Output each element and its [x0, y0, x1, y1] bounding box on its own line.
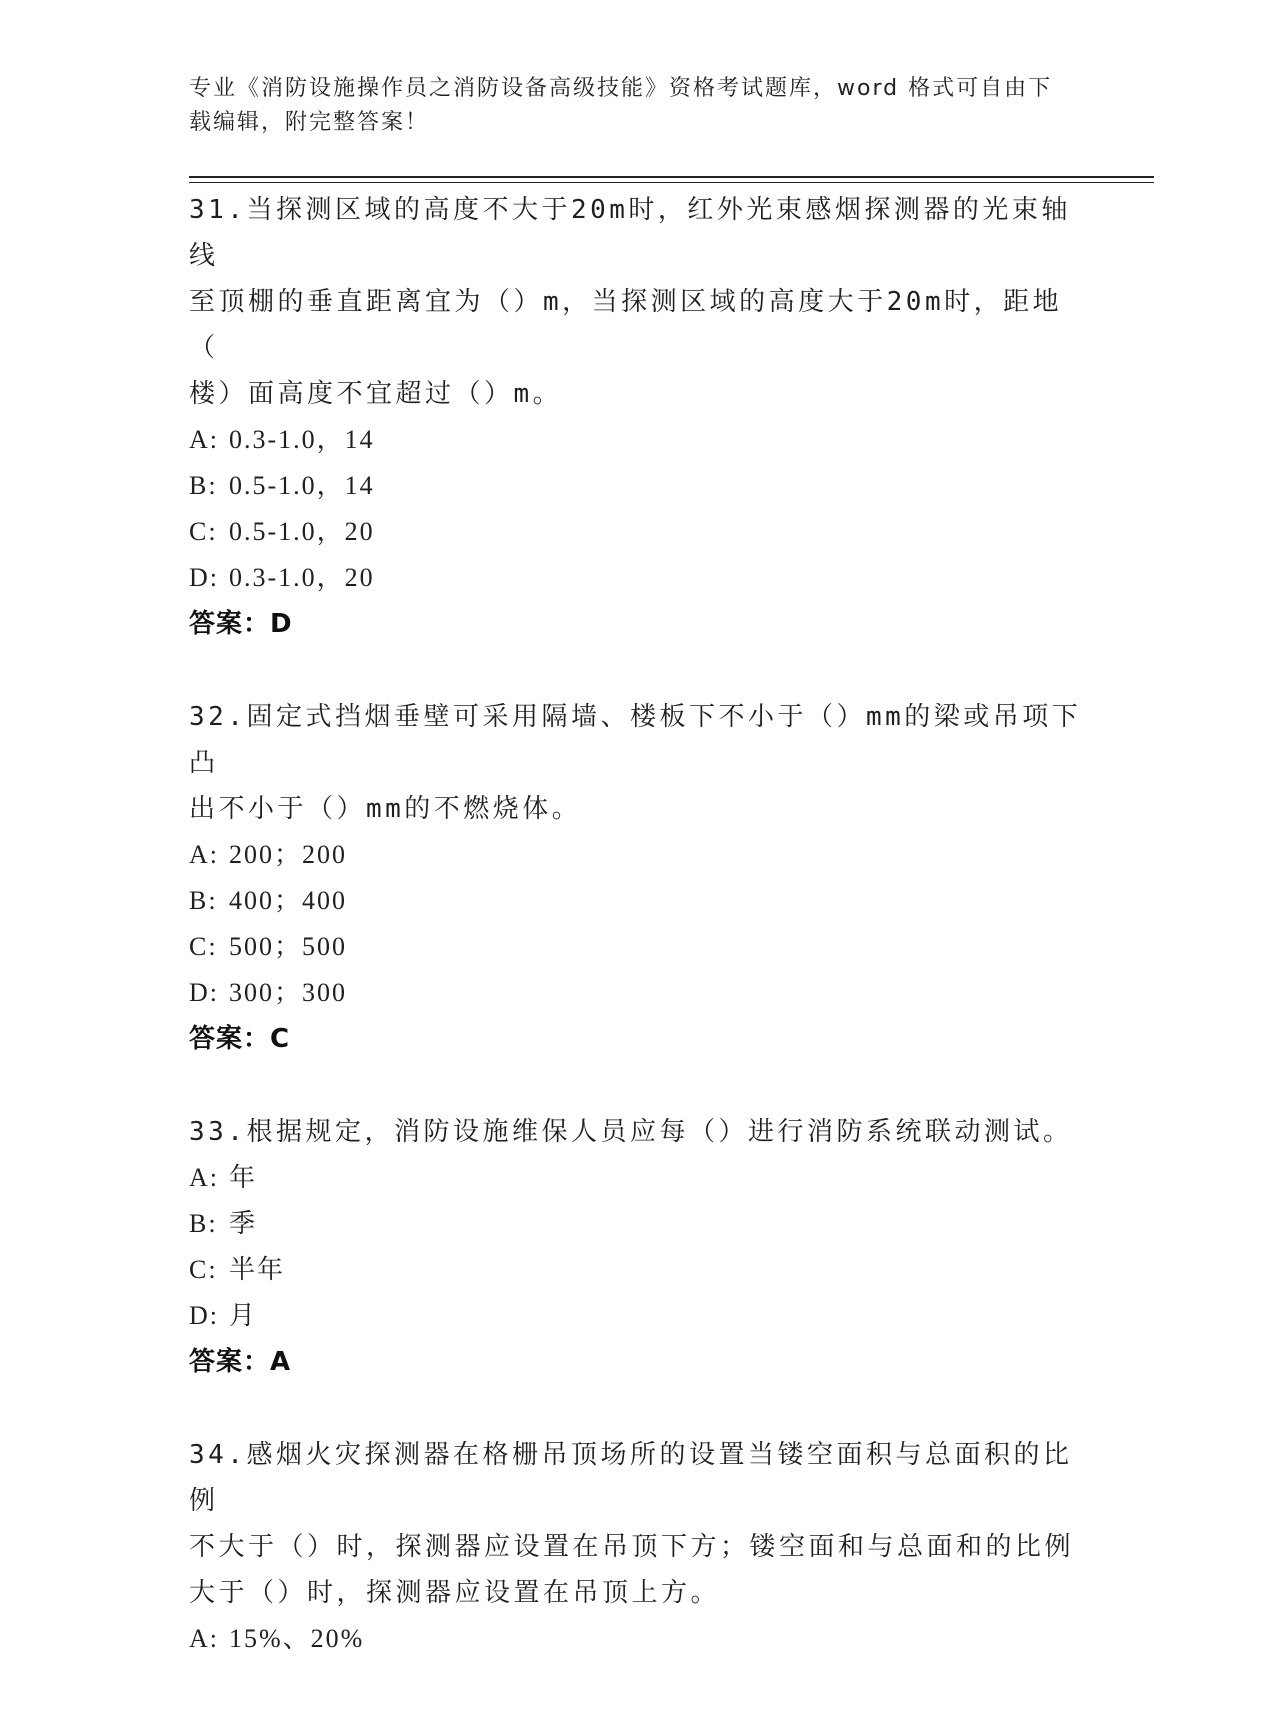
question-34: [189, 1432, 1089, 1662]
option-letter: B:: [189, 1209, 218, 1238]
option-letter: B:: [189, 886, 218, 915]
option-text: 400；400: [229, 886, 348, 915]
question-32: [189, 694, 1089, 1062]
option-row: [189, 1247, 1089, 1293]
question-list: [189, 187, 1089, 1709]
option-letter: A:: [189, 1163, 219, 1192]
option-text: 月: [229, 1301, 258, 1330]
option-letter: C:: [189, 1255, 218, 1284]
answer-label: 答案：C: [189, 1024, 291, 1054]
option-text: 0.3-1.0，14: [229, 425, 375, 454]
option-text: 半年: [229, 1255, 286, 1284]
question-text-line: 楼）面高度不宜超过（）m。: [189, 379, 563, 409]
option-letter: A:: [189, 425, 219, 454]
document-header: [189, 72, 1069, 140]
question-text-line: 出不小于（）mm的不燃烧体。: [189, 794, 582, 824]
answer-label: 答案：D: [189, 609, 293, 639]
option-row: [189, 417, 1089, 463]
question-text-line: 至顶棚的垂直距离宜为（）m，当探测区域的高度大于20m时，距地（: [189, 287, 1063, 363]
option-row: [189, 832, 1089, 878]
option-text: 年: [229, 1163, 258, 1192]
header-line-1: 专业《消防设施操作员之消防设备高级技能》资格考试题库，word 格式可自由下: [189, 76, 1053, 101]
option-letter: A:: [189, 840, 219, 869]
option-text: 300；300: [229, 978, 348, 1007]
question-text-line: 不大于（）时，探测器应设置在吊顶下方；镂空面和与总面和的比例: [189, 1532, 1075, 1562]
option-text: 200；200: [229, 840, 348, 869]
header-rule-thick: [189, 176, 1154, 178]
option-row: [189, 1293, 1089, 1339]
option-letter: C:: [189, 932, 218, 961]
option-text: 季: [229, 1209, 258, 1238]
option-row: [189, 1201, 1089, 1247]
option-row: [189, 1155, 1089, 1201]
option-row: [189, 509, 1089, 555]
question-text-line: 31.当探测区域的高度不大于20m时，红外光束感烟探测器的光束轴线: [189, 195, 1071, 271]
question-text-line: 33.根据规定，消防设施维保人员应每（）进行消防系统联动测试。: [189, 1117, 1073, 1147]
question-31: [189, 187, 1089, 647]
option-text: 0.5-1.0，20: [229, 517, 375, 546]
option-text: 15%、20%: [229, 1624, 365, 1653]
question-33: [189, 1109, 1089, 1385]
question-text-line: 大于（）时，探测器应设置在吊顶上方。: [189, 1578, 721, 1608]
option-letter: B:: [189, 471, 218, 500]
header-rule-thin: [189, 182, 1154, 183]
option-letter: A:: [189, 1624, 219, 1653]
option-row: [189, 463, 1089, 509]
header-line-2: 载编辑，附完整答案！: [189, 110, 430, 135]
question-text-line: 32.固定式挡烟垂壁可采用隔墙、楼板下不小于（）mm的梁或吊项下凸: [189, 702, 1082, 778]
answer-label: 答案：A: [189, 1347, 292, 1377]
option-row: [189, 970, 1089, 1016]
option-text: 500；500: [229, 932, 348, 961]
option-text: 0.5-1.0，14: [229, 471, 375, 500]
option-row: [189, 924, 1089, 970]
option-row: [189, 878, 1089, 924]
option-letter: D:: [189, 1301, 219, 1330]
question-text-line: 34.感烟火灾探测器在格栅吊顶场所的设置当镂空面积与总面积的比例: [189, 1440, 1073, 1516]
option-row: [189, 555, 1089, 601]
option-text: 0.3-1.0，20: [229, 563, 375, 592]
option-letter: D:: [189, 563, 219, 592]
option-letter: C:: [189, 517, 218, 546]
option-row: [189, 1616, 1089, 1662]
option-letter: D:: [189, 978, 219, 1007]
